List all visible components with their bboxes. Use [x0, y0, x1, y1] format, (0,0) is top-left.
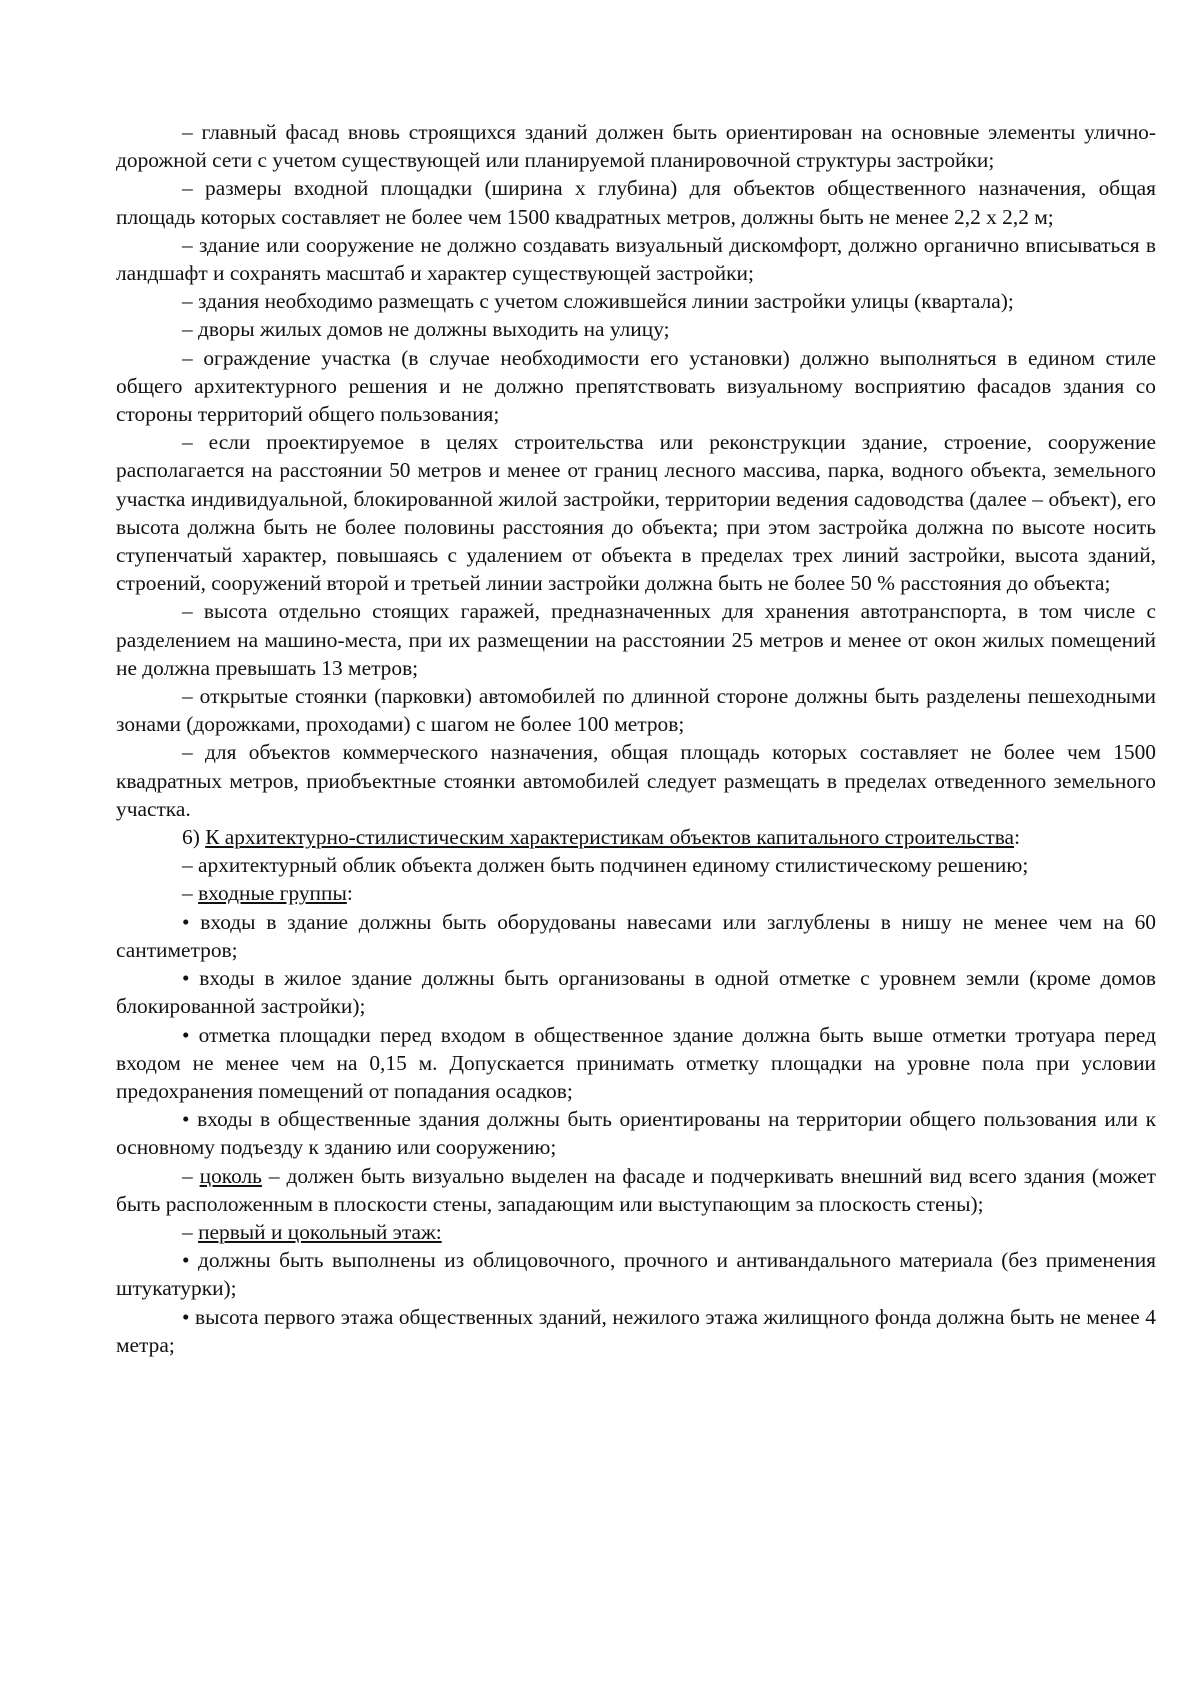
plinth-dash: –: [182, 1163, 193, 1188]
paragraph-yards: – дворы жилых домов не должны выходить на улицу;: [182, 317, 670, 342]
first-floor-heading: [116, 1218, 1156, 1246]
plinth-text: – должен быть визуально выделен на фасаде и подчеркивать внешний вид всего здания (может быть расположенным в плоскости стены, западающим или выступающим за плоскость стены);: [116, 1163, 1157, 1216]
plinth-label: цоколь: [199, 1163, 262, 1188]
bullet-item: • входы в здание должны быть оборудованы навесами или заглублены в нишу не менее чем на 60 сантиметров;: [116, 909, 1156, 962]
first-floor-dash: –: [182, 1219, 193, 1244]
section-6-heading: [116, 823, 1156, 851]
document-page: [116, 118, 1156, 1359]
paragraph-entrance-platform: – размеры входной площадки (ширина х глубина) для объектов общественного назначения, общая площадь которых составляет не более чем 1500 квадратных метров, должны быть не менее 2,2 х 2,2 м;: [116, 176, 1156, 229]
entrance-label: входные группы: [198, 881, 347, 906]
bullet-item: • входы в общественные здания должны быть ориентированы на территории общего пользования или к основному подъезду к зданию или сооружению;: [116, 1107, 1156, 1160]
paragraph-building-line: – здания необходимо размещать с учетом сложившейся линии застройки улицы (квартала);: [182, 289, 1014, 314]
paragraph-garages: – высота отдельно стоящих гаражей, предназначенных для хранения автотранспорта, в том числе с разделением на машино-места, при их размещении на расстоянии 25 метров и менее от окон жилых помещений не должна превышать 13 метров;: [116, 599, 1156, 680]
paragraph-main-facade: – главный фасад вновь строящихся зданий должен быть ориентирован на основные элементы улично-дорожной сети с учетом существующей или планируемой планировочной структуры застройки;: [116, 120, 1156, 173]
paragraph-commercial-parking: – для объектов коммерческого назначения, общая площадь которых составляет не более чем 1500 квадратных метров, приобъектные стоянки автомобилей следует размещать в пределах отведенного земельного участка.: [116, 740, 1156, 821]
entrance-colon: :: [346, 881, 353, 906]
paragraph-parking-zones: – открытые стоянки (парковки) автомобилей по длинной стороне должны быть разделены пешеходными зонами (дорожками, проходами) с шагом не более 100 метров;: [116, 684, 1156, 737]
plinth-paragraph: [116, 1162, 1156, 1218]
paragraph-height-limit: – если проектируемое в целях строительства или реконструкции здание, строение, сооружение располагается на расстоянии 50 метров и менее от границ лесного массива, парка, водного объекта, земельного участка индивидуальной, блокированной жилой застройки, территории ведения садоводства (далее – объект), его высота должна быть не более половины расстояния до объекта; при этом застройка должна по высоте носить ступенчатый характер, повышаясь с удалением от объекта в пределах трех линий застройки, высота зданий, строений, сооружений второй и третьей линии застройки должна быть не более 50 % расстояния до объекта;: [116, 430, 1156, 596]
paragraph-architectural-look: – архитектурный облик объекта должен быть подчинен единому стилистическому решению;: [182, 853, 1029, 878]
first-floor-label: первый и цокольный этаж:: [198, 1219, 442, 1244]
bullet-item: • должны быть выполнены из облицовочного, прочного и антивандального материала (без применения штукатурки);: [116, 1248, 1156, 1301]
paragraph-fence: – ограждение участка (в случае необходимости его установки) должно выполняться в едином стиле общего архитектурного решения и не должно препятствовать визуальному восприятию фасадов здания со стороны территорий общего пользования;: [116, 345, 1156, 427]
bullet-item: • высота первого этажа общественных зданий, нежилого этажа жилищного фонда должна быть не менее 4 метра;: [116, 1304, 1156, 1357]
paragraph-visual-comfort: – здание или сооружение не должно создавать визуальный дискомфорт, должно органично вписываться в ландшафт и сохранять масштаб и характер существующей застройки;: [116, 232, 1156, 286]
section-number: 6): [182, 825, 200, 850]
entrance-groups-heading: [116, 879, 1156, 907]
entrance-dash: –: [182, 881, 193, 906]
bullet-item: • входы в жилое здание должны быть организованы в одной отметке с уровнем земли (кроме домов блокированной застройки);: [116, 966, 1156, 1019]
section-title: К архитектурно-стилистическим характеристикам объектов капитального строительства: [205, 825, 1015, 850]
bullet-item: • отметка площадки перед входом в общественное здание должна быть выше отметки тротуара перед входом не менее чем на 0,15 м. Допускается принимать отметку площадки на уровне пола при условии предохранения помещений от попадания осадков;: [116, 1022, 1156, 1103]
section-colon: :: [1014, 825, 1021, 850]
